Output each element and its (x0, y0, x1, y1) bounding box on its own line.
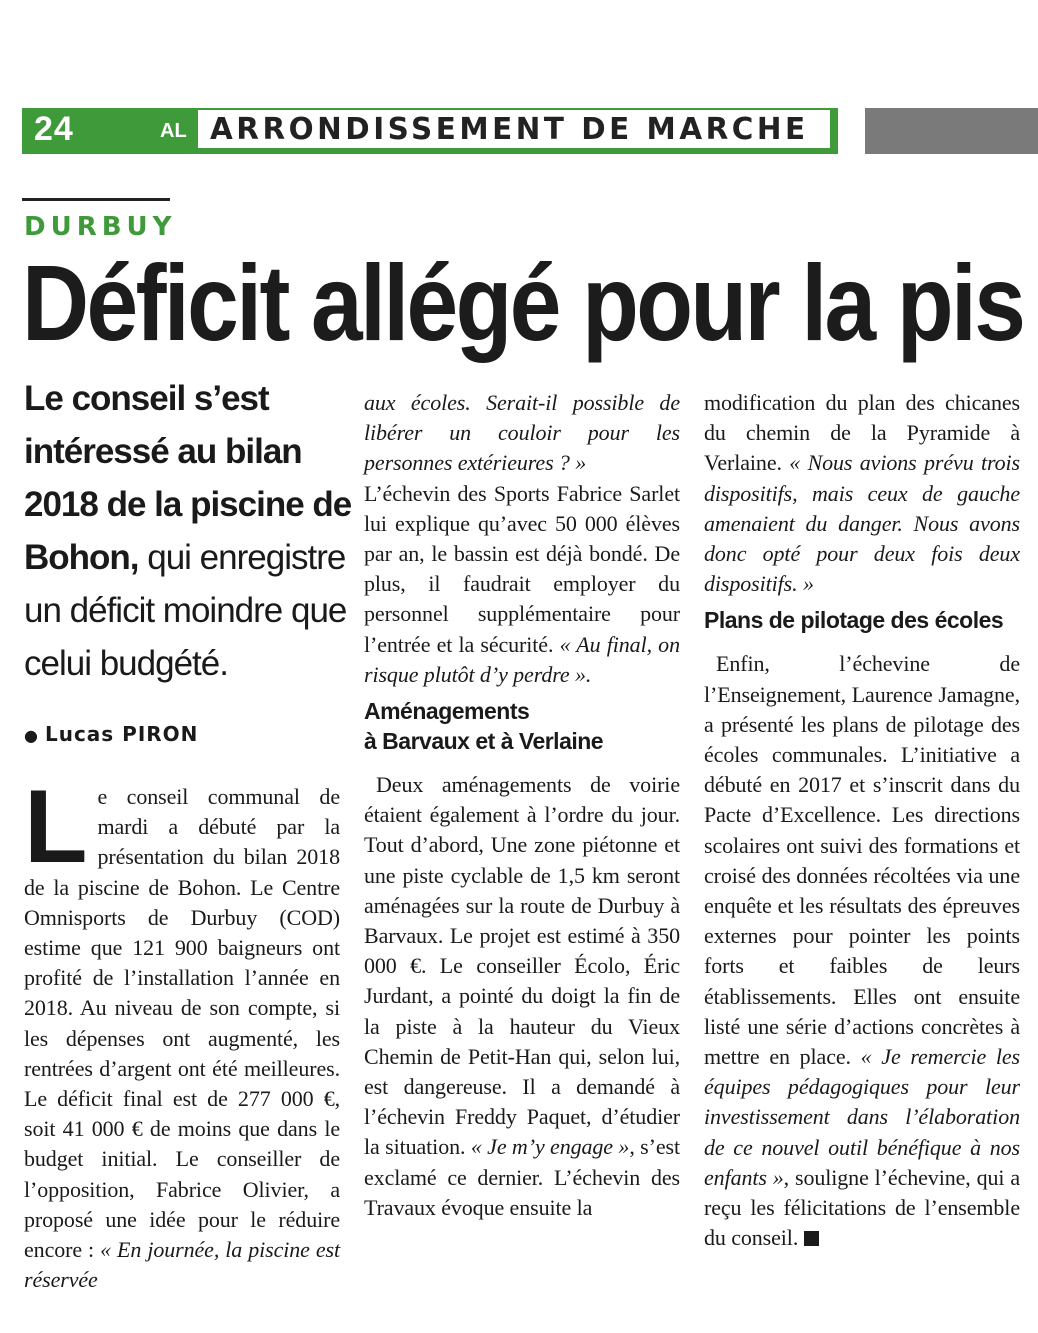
article-column-2 (364, 388, 680, 1223)
header-gray-block (865, 108, 1038, 154)
quote: « Je m’y engage » (470, 1134, 630, 1160)
lead-rest: qui enregistre un déficit moindre que celui budgété. (24, 538, 347, 683)
paragraph-text: modification du plan des chicanes du chemin de la Pyramide à Verlaine. (704, 390, 1020, 476)
paragraph (704, 388, 1020, 599)
subheading: Plans de pilotage des écoles (704, 607, 1004, 634)
end-of-article-mark (804, 1231, 819, 1246)
lead-paragraph (24, 372, 354, 690)
paragraph (364, 388, 680, 479)
quote: « En journée, la piscine est réservée (24, 1237, 340, 1293)
quote: aux écoles. Serait-il possible de libérer un couloir pour les personnes extérieures ? » (364, 390, 680, 476)
byline (24, 722, 198, 746)
paragraph-text: , s’est exclamé ce dernier. L’échevin des Travaux évoque ensuite la (364, 1134, 680, 1220)
paragraph-text: , souligne l’échevine, qui a reçu les félicitations de l’ensemble du conseil. (704, 1164, 1020, 1251)
subheading-line-1: Aménagements (364, 698, 530, 725)
paragraph (24, 769, 340, 1295)
subheading (364, 696, 680, 756)
paragraph (364, 770, 680, 1223)
bullet-icon: ● (24, 726, 39, 745)
section-code: AL (160, 120, 187, 142)
paragraph-text: L’échevin des Sports Fabrice Sarlet lui explique qu’avec 50 000 élèves par an, le bassin est déjà bondé. De plus, il faudrait employer du personnel supplémentaire pour l’entrée et la sécurité. (364, 480, 680, 657)
headline: Déficit allégé pour la pis (22, 242, 1024, 363)
drop-cap: L (24, 769, 88, 885)
kicker: DURBUY (24, 212, 177, 242)
lead-bold: Le conseil s’est intéressé au bilan 2018 de la piscine de Bohon, (24, 379, 352, 577)
quote: « Nous avions prévu trois dispositifs, mais ceux de gauche amenaient du danger. Nous avons donc opté pour deux fois deux dispositifs. » (704, 450, 1021, 597)
paragraph (704, 649, 1020, 1253)
page-number: 24 (34, 110, 74, 148)
quote: « Au final, on risque plutôt d’y perdre ». (364, 631, 680, 687)
paragraph-text: e conseil communal de mardi a débuté par la présentation du bilan 2018 de la piscine de Bohon. Le Centre Omnisports de Durbuy (COD) estime que 121 900 baigneurs ont profité de l’installation l’année en 2018. Au niveau de son compte, si les dépenses ont augmenté, les rentrées d’argent ont été meilleures. Le déficit final est de 277 000 €, soit 41 000 € de moins que dans le budget initial. Le conseiller de l’opposition, Fabrice Olivier, a proposé une idée pour le réduire encore : (24, 784, 340, 1263)
article-column-1 (24, 769, 340, 1295)
kicker-rule (22, 198, 170, 201)
article-column-3 (704, 388, 1020, 1253)
section-name: ARRONDISSEMENT DE MARCHE (210, 112, 809, 147)
quote: « Je remercie les équipes pédagogiques pour leur investissement dans l’élaboration de ce nouvel outil bénéfique à nos enfants » (704, 1044, 1020, 1190)
paragraph-text: Deux aménagements de voirie étaient également à l’ordre du jour. Tout d’abord, Une zone piétonne et une piste cyclable de 1,5 km seront aménagées sur la route de Durbuy à Barvaux. Le projet est estimé à 350 000 €. Le conseiller Écolo, Éric Jurdant, a pointé du doigt la fin de la piste à la hauteur du Vieux Chemin de Petit-Han qui, selon lui, est dangereuse. Il a demandé à l’échevin Freddy Paquet, d’étudier la situation. (364, 772, 680, 1160)
byline-author: Lucas PIRON (44, 722, 199, 746)
paragraph-text: Enfin, l’échevine de l’Enseignement, Laurence Jamagne, a présenté les plans de pilotage des écoles communales. L’initiative a débuté en 2017 et s’inscrit dans du Pacte d’Excellence. Les directions scolaires ont suivi des formations et croisé des données récoltées via une enquête et les résultats des épreuves externes pour pointer les points forts et faibles de leurs établissements. Elles ont ensuite listé une série d’actions concrètes à mettre en place. (704, 651, 1020, 1070)
subheading-line-2: à Barvaux et à Verlaine (364, 728, 604, 755)
paragraph (364, 479, 680, 690)
